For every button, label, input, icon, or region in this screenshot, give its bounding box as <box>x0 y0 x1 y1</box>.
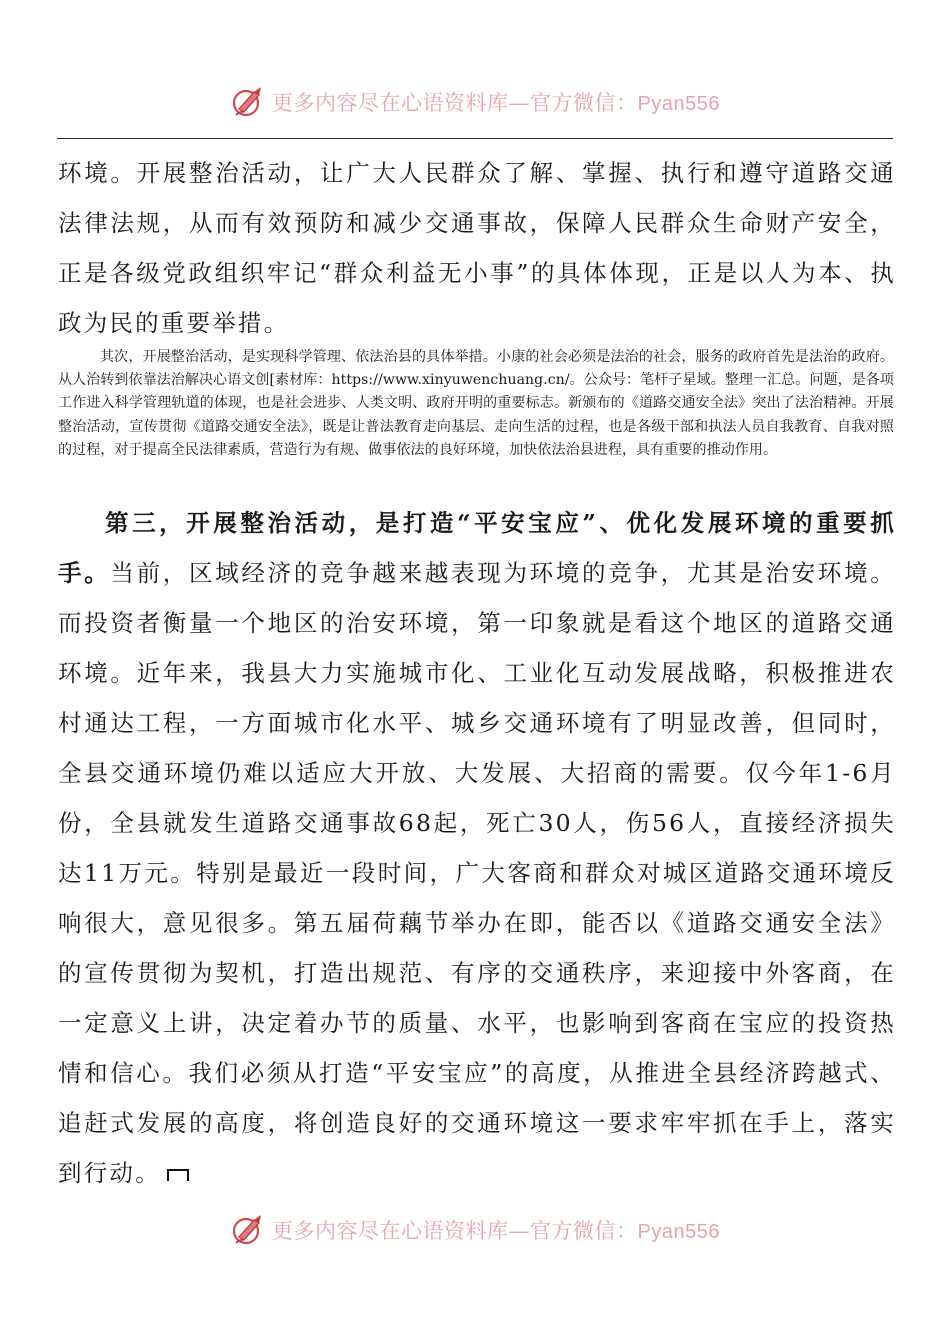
paragraph-3-lead: 第三，开展整治活动，是打造“平安宝应”、优化发展环境的重要抓手。 <box>58 509 896 587</box>
footer-wechat-id: Pyan556 <box>637 1221 720 1243</box>
end-mark-icon <box>167 1169 189 1181</box>
pen-nib-icon <box>230 84 266 120</box>
header-divider <box>57 138 893 139</box>
page-header <box>0 82 950 122</box>
header-wechat-id: Pyan556 <box>637 93 720 115</box>
header-brand-text: 更多内容尽在心语资料库—官方微信：Pyan556 <box>272 91 720 115</box>
pen-nib-icon <box>230 1212 266 1248</box>
paragraph-3-body: 当前，区域经济的竞争越来越表现为环境的竞争，尤其是治安环境。而投资者衡量一个地区的治安环境，第一印象就是看这个地区的道路交通环境。近年来，我县大力实施城市化、工业化互动发展战略，积极推进农村通达工程，一方面城市化水平、城乡交通环境有了明显改善，但同时，全县交通环境仍难以适应大开放、大发展、大招商的需要。仅今年1-6月份，全县就发生道路交通事故68起，死亡30人，伤56人，直接经济损失达11万元。特别是最近一段时间，广大客商和群众对城区道路交通环境反响很大，意见很多。第五届荷藕节举办在即，能否以《道路交通安全法》的宣传贯彻为契机，打造出规范、有序的交通秩序，来迎接中外客商，在一定意义上讲，决定着办节的质量、水平，也影响到客商在宝应的投资热情和信心。我们必须从打造“平安宝应”的高度，从推进全县经济跨越式、追赶式发展的高度，将创造良好的交通环境这一要求牢牢抓在手上，落实到行动。 <box>58 559 896 1187</box>
page-footer <box>0 1210 950 1250</box>
footer-brand-text: 更多内容尽在心语资料库—官方微信：Pyan556 <box>272 1219 720 1243</box>
paragraph-2: 其次，开展整治活动，是实现科学管理、依法治县的具体举措。小康的社会必须是法治的社会，服务的政府首先是法治的政府。从人治转到依靠法治解决心语文创[素材库：https://www.xinyuwenchuang.cn/。公众号：笔杆子星域。整理一汇总。问题，是各项工作进入科学管理轨道的体现，也是社会进步、人类文明、政府开明的重要标志。新颁布的《道路交通安全法》突出了法治精神。开展整治活动，宣传贯彻《道路交通安全法》，既是让普法教育走向基层、走向生活的过程，也是各级干部和执法人员自我教育、自我对照的过程，对于提高全民法律素质，营造行为有规、做事依法的良好环境，加快依法治县进程，具有重要的推动作用。 <box>58 349 894 458</box>
paragraph-1: 环境。开展整治活动，让广大人民群众了解、掌握、执行和遵守道路交通法律法规，从而有效预防和减少交通事故，保障人民群众生命财产安全，正是各级党政组织牢记“群众利益无小事”的具体体现，正是以人为本、执政为民的重要举措。 <box>58 159 896 337</box>
paragraph-3 <box>58 498 896 1198</box>
